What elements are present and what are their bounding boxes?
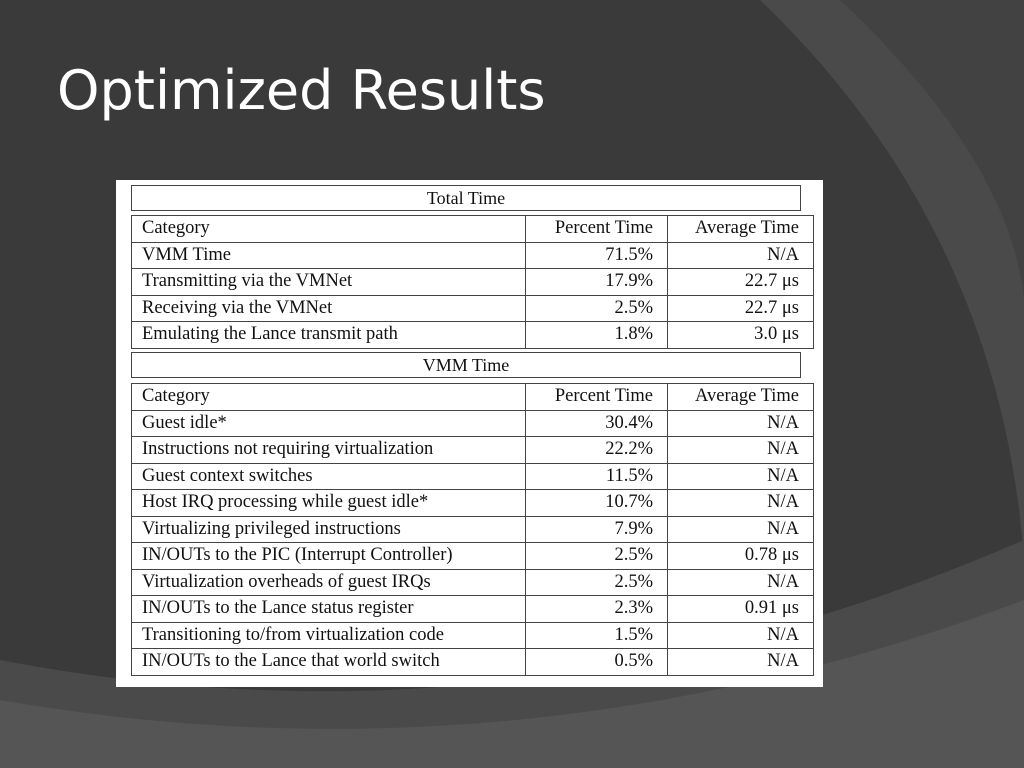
category-cell: IN/OUTs to the Lance that world switch [132,649,526,676]
average-time-cell: N/A [668,410,814,437]
category-cell: IN/OUTs to the PIC (Interrupt Controller) [132,543,526,570]
percent-time-cell: 2.5% [526,569,668,596]
column-header: Percent Time [526,384,668,411]
table-section-vmm-time [131,383,814,676]
category-cell: Emulating the Lance transmit path [132,322,526,349]
table-row [132,242,814,269]
table-header-row [132,384,814,411]
table-row [132,463,814,490]
slide-title: Optimized Results [57,59,546,122]
average-time-cell: N/A [668,569,814,596]
table-section-caption [131,185,801,211]
caption-text: Total Time [426,187,506,208]
table-row [132,569,814,596]
average-time-cell: N/A [668,622,814,649]
average-time-cell: N/A [668,463,814,490]
average-time-cell: 22.7 μs [668,295,814,322]
table-row [132,543,814,570]
percent-time-cell: 10.7% [526,490,668,517]
category-cell: IN/OUTs to the Lance status register [132,596,526,623]
percent-time-cell: 22.2% [526,437,668,464]
table-row [132,322,814,349]
average-time-cell: N/A [668,242,814,269]
average-time-cell: N/A [668,649,814,676]
average-time-cell: 3.0 μs [668,322,814,349]
column-header: Percent Time [526,216,668,243]
average-time-cell: N/A [668,490,814,517]
percent-time-cell: 71.5% [526,242,668,269]
table-row [132,295,814,322]
percent-time-cell: 1.8% [526,322,668,349]
category-cell: VMM Time [132,242,526,269]
column-header: Category [132,216,526,243]
column-header: Average Time [668,216,814,243]
results-table [116,180,823,687]
average-time-cell: 0.91 μs [668,596,814,623]
percent-time-cell: 17.9% [526,269,668,296]
percent-time-cell: 0.5% [526,649,668,676]
column-header: Category [132,384,526,411]
category-cell: Virtualizing privileged instructions [132,516,526,543]
table-row [132,596,814,623]
category-cell: Guest idle* [132,410,526,437]
table-header-row [132,216,814,243]
column-header: Average Time [668,384,814,411]
average-time-cell: N/A [668,437,814,464]
table-row [132,269,814,296]
percent-time-cell: 2.3% [526,596,668,623]
table-row [132,490,814,517]
category-cell: Virtualization overheads of guest IRQs [132,569,526,596]
table-section-total-time [131,215,814,349]
average-time-cell: 22.7 μs [668,269,814,296]
table-section-caption [131,352,801,378]
percent-time-cell: 2.5% [526,295,668,322]
table-row [132,516,814,543]
percent-time-cell: 1.5% [526,622,668,649]
category-cell: Instructions not requiring virtualization [132,437,526,464]
category-cell: Receiving via the VMNet [132,295,526,322]
average-time-cell: 0.78 μs [668,543,814,570]
category-cell: Transitioning to/from virtualization code [132,622,526,649]
category-cell: Guest context switches [132,463,526,490]
average-time-cell: N/A [668,516,814,543]
percent-time-cell: 7.9% [526,516,668,543]
percent-time-cell: 30.4% [526,410,668,437]
table-row [132,622,814,649]
category-cell: Transmitting via the VMNet [132,269,526,296]
category-cell: Host IRQ processing while guest idle* [132,490,526,517]
percent-time-cell: 2.5% [526,543,668,570]
percent-time-cell: 11.5% [526,463,668,490]
table-row [132,410,814,437]
table-row [132,437,814,464]
table-row [132,649,814,676]
caption-text: VMM Time [422,354,510,375]
